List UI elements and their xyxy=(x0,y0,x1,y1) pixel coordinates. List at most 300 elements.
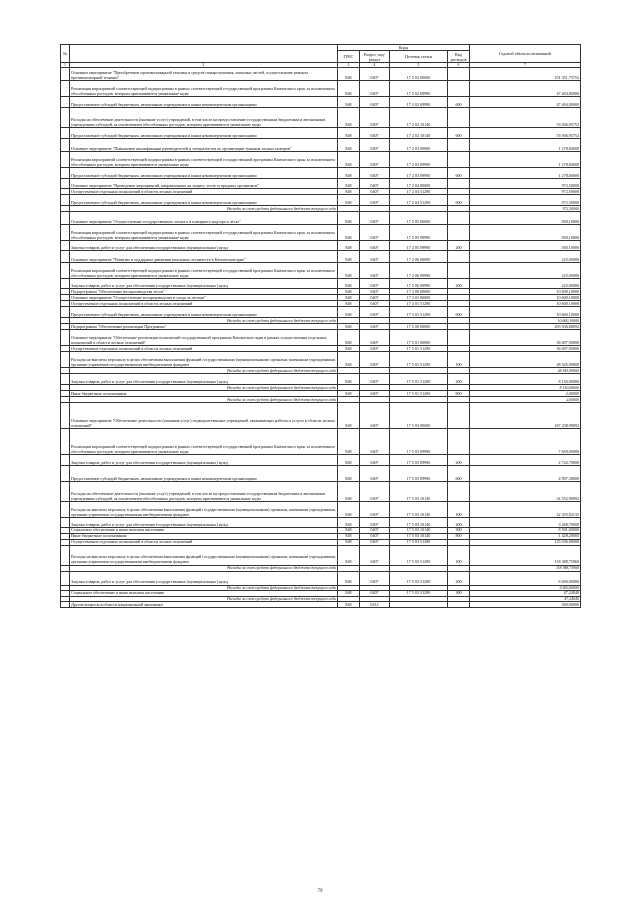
row-razdel: 0407 xyxy=(360,533,390,539)
row-statya: 17 5 01 51290 xyxy=(390,346,448,352)
row-amount: 53 946,95752 xyxy=(470,128,581,139)
row-number xyxy=(61,571,70,585)
row-amount: 118 388,75960 xyxy=(470,565,581,571)
row-statya: 17 5 03 09990 xyxy=(390,455,448,466)
row-name: Основное мероприятие "Развитие и поддержка движения школьных лесничеств в Камчатском крае" xyxy=(70,251,338,263)
col-index: 7 xyxy=(470,63,581,68)
row-vid xyxy=(448,251,470,263)
row-name: Осуществление отдельных полномочий в области лесных отношений xyxy=(70,346,338,352)
row-statya: 17 5 01 00000 xyxy=(390,330,448,346)
row-grbs: 848 xyxy=(338,403,360,429)
row-razdel: 0407 xyxy=(360,374,390,385)
col-index: 3 xyxy=(338,63,360,68)
row-statya: 17 5 03 00000 xyxy=(390,403,448,429)
row-amount: 8 501,00000 xyxy=(470,528,581,534)
row-amount: 36 697,90000 xyxy=(470,330,581,346)
row-razdel: 0407 xyxy=(360,263,390,279)
codes-group-header: Коды xyxy=(338,45,470,51)
row-grbs: 848 xyxy=(338,295,360,301)
row-number xyxy=(61,128,70,139)
row-number xyxy=(61,108,70,128)
row-vid: 300 xyxy=(448,591,470,597)
row-number xyxy=(61,455,70,466)
row-number xyxy=(61,168,70,179)
row-vid: 800 xyxy=(448,391,470,397)
row-razdel: 0407 xyxy=(360,466,390,482)
row-amount: 972,50000 xyxy=(470,179,581,189)
row-number xyxy=(61,139,70,152)
row-grbs: 848 xyxy=(338,97,360,108)
table-row xyxy=(61,502,581,518)
row-name: Расходы на выплаты персоналу в целях обеспечения выполнения функций государственными (муниципальными) органами, казенными учреждениями, органами управления государственными внебюджетными фондами xyxy=(70,352,338,368)
row-statya: 17 5 03 09990 xyxy=(390,466,448,482)
row-vid xyxy=(448,108,470,128)
row-number xyxy=(61,352,70,368)
table-header xyxy=(61,45,581,68)
row-vid: 200 xyxy=(448,518,470,528)
row-vid xyxy=(448,68,470,81)
row-statya: 17 3 00 00000 xyxy=(390,289,448,295)
row-grbs: 848 xyxy=(338,81,360,97)
row-name: Реализация мероприятий соответствующей подпрограммы в рамках соответствующей государственной программы Камчатского края, за исключением обособленных расходов, которым присваиваются уникальные коды xyxy=(70,152,338,168)
table-row xyxy=(61,455,581,466)
row-razdel: 0407 xyxy=(360,241,390,251)
row-amount: 1 278,60000 xyxy=(470,152,581,168)
row-name: Закупка товаров, работ и услуг для обеспечения государственных (муниципальных) нужд xyxy=(70,518,338,528)
row-razdel: 0407 xyxy=(360,403,390,429)
row-grbs: 848 xyxy=(338,346,360,352)
row-statya: 17 5 03 51290 xyxy=(390,545,448,565)
row-number xyxy=(61,545,70,565)
row-vid xyxy=(448,330,470,346)
row-vid: 100 xyxy=(448,502,470,518)
row-grbs: 848 xyxy=(338,591,360,597)
row-statya: 17 2 02 09990 xyxy=(390,97,448,108)
row-amount: 28 545,90000 xyxy=(470,352,581,368)
table-row xyxy=(61,307,581,318)
row-grbs: 848 xyxy=(338,482,360,502)
row-amount: 1 278,60000 xyxy=(470,168,581,179)
row-name: Предоставление субсидий бюджетным, автономным учреждениям и иным некоммерческим организациям xyxy=(70,307,338,318)
row-grbs: 848 xyxy=(338,179,360,189)
col-number-header: № xyxy=(61,45,70,63)
row-vid xyxy=(448,263,470,279)
row-name: Осуществление отдельных полномочий в области лесных отношений xyxy=(70,539,338,545)
col-index: 1 xyxy=(61,63,70,68)
row-statya: 17 5 01 51290 xyxy=(390,391,448,397)
row-amount: 560,00000 xyxy=(470,602,581,608)
row-amount: 225,00000 xyxy=(470,263,581,279)
row-razdel: 0407 xyxy=(360,455,390,466)
row-razdel: 0407 xyxy=(360,545,390,565)
row-grbs: 848 xyxy=(338,545,360,565)
row-vid: 300 xyxy=(448,528,470,534)
row-statya: 17 5 00 00000 xyxy=(390,324,448,330)
row-amount: 10 600,10000 xyxy=(470,307,581,318)
row-statya: 17 5 03 10140 xyxy=(390,482,448,502)
row-grbs: 848 xyxy=(338,108,360,128)
row-number xyxy=(61,602,70,608)
row-grbs: 848 xyxy=(338,152,360,168)
table-row xyxy=(61,195,581,206)
row-amount: 8 150,00000 xyxy=(470,374,581,385)
row-vid: 600 xyxy=(448,128,470,139)
row-amount: 10 600,10000 xyxy=(470,318,581,324)
table-row xyxy=(61,429,581,455)
row-statya: 17 5 03 51290 xyxy=(390,571,448,585)
row-name: Реализация мероприятий соответствующей подпрограммы в рамках соответствующей государственной программы Камчатского края, за исключением обособленных расходов, которым присваиваются уникальные коды xyxy=(70,81,338,97)
row-name: Расходы на выплаты персоналу в целях обеспечения выполнения функций государственными (муниципальными) органами, казенными учреждениями, органами управления государственными внебюджетными фондами xyxy=(70,502,338,518)
row-amount: 47 404,80000 xyxy=(470,81,581,97)
row-vid: 600 xyxy=(448,195,470,206)
row-name: Реализация мероприятий соответствующей подпрограммы в рамках соответствующей государственной программы Камчатского края, за исключением обособленных расходов, которым присваиваются уникальные коды xyxy=(70,263,338,279)
table-row xyxy=(61,108,581,128)
row-statya: 17 2 03 00000 xyxy=(390,139,448,152)
row-statya: 17 5 03 10140 xyxy=(390,518,448,528)
row-name: Другие вопросы в области национальной экономики xyxy=(70,602,338,608)
row-name: Расходы за счет средств федерального бюджета текущего года xyxy=(70,397,338,403)
row-grbs: 848 xyxy=(338,455,360,466)
row-statya: 17 2 04 51290 xyxy=(390,189,448,195)
row-razdel: 0407 xyxy=(360,68,390,81)
row-name: Предоставление субсидий бюджетным, автономным учреждениям и иным некоммерческим организациям xyxy=(70,195,338,206)
row-vid xyxy=(448,81,470,97)
table-row xyxy=(61,403,581,429)
row-amount: 53 946,95752 xyxy=(470,108,581,128)
row-vid: 100 xyxy=(448,545,470,565)
row-grbs: 848 xyxy=(338,518,360,528)
row-statya: 17 3 01 51290 xyxy=(390,307,448,318)
row-amount: 118 388,75960 xyxy=(470,545,581,565)
row-amount: 47,24040 xyxy=(470,591,581,597)
row-statya: 17 5 01 51290 xyxy=(390,374,448,385)
row-grbs: 848 xyxy=(338,251,360,263)
row-statya: 17 3 01 51290 xyxy=(390,301,448,307)
row-vid: 200 xyxy=(448,455,470,466)
row-grbs: 848 xyxy=(338,602,360,608)
row-grbs: 848 xyxy=(338,301,360,307)
row-amount: 2,00000 xyxy=(470,397,581,403)
row-name: Основное мероприятие "Осуществление государственного лесного и пожарного надзора в лесах" xyxy=(70,212,338,225)
row-grbs: 848 xyxy=(338,289,360,295)
row-razdel: 0407 xyxy=(360,571,390,585)
row-name: Основное мероприятие "Проведение мероприятий, направленных на защиту лесов от вредных организмов" xyxy=(70,179,338,189)
table-row xyxy=(61,81,581,97)
row-vid xyxy=(448,152,470,168)
row-razdel: 0407 xyxy=(360,591,390,597)
row-razdel: 0407 xyxy=(360,225,390,241)
row-number xyxy=(61,251,70,263)
row-name: Расходы за счет средств федерального бюджета текущего года xyxy=(70,385,338,391)
row-amount: 972,50000 xyxy=(470,189,581,195)
row-grbs: 848 xyxy=(338,128,360,139)
row-grbs: 848 xyxy=(338,539,360,545)
row-vid xyxy=(448,429,470,455)
col-annual-header: Годовой объем ассигнований xyxy=(470,45,581,63)
table-row xyxy=(61,97,581,108)
row-vid: 600 xyxy=(448,97,470,108)
row-statya: 17 2 02 10140 xyxy=(390,128,448,139)
row-statya: 17 5 03 10140 xyxy=(390,502,448,518)
row-razdel: 0407 xyxy=(360,195,390,206)
row-razdel: 0407 xyxy=(360,128,390,139)
table-row xyxy=(61,152,581,168)
row-name: Расходы за счет средств федерального бюджета текущего года xyxy=(70,597,338,602)
row-amount: 8 150,00000 xyxy=(470,385,581,391)
row-name: Закупка товаров, работ и услуг для обеспечения государственных (муниципальных) нужд xyxy=(70,455,338,466)
row-name: Основное мероприятие "Приобретение противопожарной техники и средств пожаротушения, запасных частей, осуществление ремонта противопожарной техники" xyxy=(70,68,338,81)
row-razdel: 0407 xyxy=(360,391,390,397)
row-name: Закупка товаров, работ и услуг для обеспечения государственных (муниципальных) нужд xyxy=(70,279,338,289)
row-amount: 22 355,02135 xyxy=(470,502,581,518)
row-name: Предоставление субсидий бюджетным, автономным учреждениям и иным некоммерческим организациям xyxy=(70,466,338,482)
row-vid: 600 xyxy=(448,466,470,482)
col-index: 5 xyxy=(390,63,448,68)
row-vid xyxy=(448,212,470,225)
row-grbs: 848 xyxy=(338,225,360,241)
row-amount: 225,00000 xyxy=(470,251,581,263)
row-statya: 17 5 03 10140 xyxy=(390,528,448,534)
row-statya: 17 5 03 51290 xyxy=(390,591,448,597)
row-name: Основное мероприятие "Обеспечение реализации полномочий государственной программы Камчатского края в рамках осуществления отдельных полномочий в области лесных отношений" xyxy=(70,330,338,346)
row-number xyxy=(61,330,70,346)
row-number xyxy=(61,279,70,289)
row-name: Подпрограмма "Обеспечение воспроизводства лесов" xyxy=(70,289,338,295)
row-amount: 6 600,00000 xyxy=(470,571,581,585)
row-grbs: 848 xyxy=(338,533,360,539)
row-statya: 17 2 02 09990 xyxy=(390,81,448,97)
row-amount: 4 907,30000 xyxy=(470,466,581,482)
row-name: Расходы за счет средств федерального бюджета текущего года xyxy=(70,206,338,212)
row-razdel: 0407 xyxy=(360,212,390,225)
row-razdel: 0407 xyxy=(360,179,390,189)
row-amount: 34 552,90092 xyxy=(470,482,581,502)
row-grbs: 848 xyxy=(338,307,360,318)
row-statya: 17 2 02 10140 xyxy=(390,108,448,128)
row-number xyxy=(61,482,70,502)
row-grbs: 848 xyxy=(338,391,360,397)
row-statya: 17 2 03 09990 xyxy=(390,168,448,179)
row-razdel: 0407 xyxy=(360,539,390,545)
table-row xyxy=(61,241,581,251)
row-number xyxy=(61,97,70,108)
row-statya: 17 5 03 09990 xyxy=(390,429,448,455)
col-vid-header: Вид расходов xyxy=(448,51,470,63)
row-name: Закупка товаров, работ и услуг для обеспечения государственных (муниципальных) нужд xyxy=(70,241,338,251)
row-number xyxy=(61,179,70,189)
row-razdel: 0407 xyxy=(360,330,390,346)
row-name: Реализация мероприятий соответствующей подпрограммы в рамках соответствующей государственной программы Камчатского края, за исключением обособленных расходов, которым присваиваются уникальные коды xyxy=(70,429,338,455)
row-name: Основное мероприятие "Обеспечение деятельности (оказания услуг) подведомственных учреждений, оказывающих работы и услуги в области лесных отношений" xyxy=(70,403,338,429)
row-razdel: 0407 xyxy=(360,346,390,352)
table-body xyxy=(61,68,581,608)
row-razdel: 0407 xyxy=(360,139,390,152)
row-vid: 200 xyxy=(448,279,470,289)
row-name: Предоставление субсидий бюджетным, автономным учреждениям и иным некоммерческим организациям xyxy=(70,168,338,179)
row-razdel: 0407 xyxy=(360,429,390,455)
table-row xyxy=(61,352,581,368)
row-amount: 47 404,80000 xyxy=(470,97,581,108)
row-amount: 500,10000 xyxy=(470,212,581,225)
table-row xyxy=(61,263,581,279)
col-grbs-header: ГРБС xyxy=(338,51,360,63)
budget-table-container xyxy=(60,44,580,608)
row-name: Расходы на обеспечение деятельности (оказание услуг) учреждений, в том числе на предоставление государственным бюджетным и автономным учреждениям субсидий, за исключением обособленных расходов, которым присваиваются уникальные коды xyxy=(70,482,338,502)
table-row xyxy=(61,482,581,502)
col-razdel-header: Раздел, под-раздел xyxy=(360,51,390,63)
row-name: Осуществление отдельных полномочий в области лесных отношений xyxy=(70,189,338,195)
row-razdel: 0407 xyxy=(360,168,390,179)
row-name: Расходы за счет средств федерального бюджета текущего года xyxy=(70,585,338,590)
row-amount: 101 351,75752 xyxy=(470,68,581,81)
row-name: Основное мероприятие "Осуществление воспроизводства и ухода за лесами" xyxy=(70,295,338,301)
table-row xyxy=(61,168,581,179)
row-statya: 17 2 05 00000 xyxy=(390,212,448,225)
row-number xyxy=(61,502,70,518)
row-number xyxy=(61,429,70,455)
col-index: 6 xyxy=(448,63,470,68)
row-amount: 28 545,90000 xyxy=(470,368,581,374)
row-razdel: 0407 xyxy=(360,189,390,195)
row-name: Социальное обеспечение и иные выплаты населению xyxy=(70,528,338,534)
table-row xyxy=(61,518,581,528)
row-amount: 125 036,08000 xyxy=(470,539,581,545)
row-grbs: 848 xyxy=(338,195,360,206)
row-grbs: 848 xyxy=(338,374,360,385)
row-grbs: 848 xyxy=(338,528,360,534)
col-statya-header: Целевая статья xyxy=(390,51,448,63)
table-row xyxy=(61,68,581,81)
row-statya: 17 2 04 51290 xyxy=(390,195,448,206)
row-grbs: 848 xyxy=(338,352,360,368)
row-razdel: 0407 xyxy=(360,108,390,128)
row-razdel: 0407 xyxy=(360,301,390,307)
row-amount: 500,10000 xyxy=(470,225,581,241)
row-name: Основное мероприятие "Повышение квалификации руководителей и специалистов по организации тушения лесных пожаров" xyxy=(70,139,338,152)
row-grbs: 848 xyxy=(338,466,360,482)
row-name: Расходы на выплаты персоналу в целях обеспечения выполнения функций государственными (муниципальными) органами, казенными учреждениями, органами управления государственными внебюджетными фондами xyxy=(70,545,338,565)
row-amount: 2 742,70000 xyxy=(470,455,581,466)
row-number xyxy=(61,152,70,168)
row-statya: 17 5 03 10140 xyxy=(390,533,448,539)
row-statya: 17 2 05 09990 xyxy=(390,225,448,241)
row-razdel: 0407 xyxy=(360,324,390,330)
row-statya: 17 3 01 00000 xyxy=(390,295,448,301)
row-grbs: 848 xyxy=(338,330,360,346)
row-statya: 17 5 01 51290 xyxy=(390,352,448,368)
row-amount: 10 600,10000 xyxy=(470,289,581,295)
row-grbs: 848 xyxy=(338,263,360,279)
row-vid: 200 xyxy=(448,374,470,385)
row-number xyxy=(61,81,70,97)
row-razdel: 0412 xyxy=(360,602,390,608)
row-vid: 600 xyxy=(448,307,470,318)
col-name-header xyxy=(70,45,338,63)
row-amount: 7 650,00000 xyxy=(470,429,581,455)
row-amount: 167 238,98092 xyxy=(470,403,581,429)
table-row xyxy=(61,545,581,565)
table-row xyxy=(61,466,581,482)
row-amount: 47,24040 xyxy=(470,597,581,602)
row-statya: 17 2 05 09990 xyxy=(390,241,448,251)
row-number xyxy=(61,518,70,528)
row-number xyxy=(61,374,70,385)
row-grbs: 848 xyxy=(338,68,360,81)
row-razdel: 0407 xyxy=(360,152,390,168)
row-razdel: 0407 xyxy=(360,528,390,534)
row-name: Предоставление субсидий бюджетным, автономным учреждениям и иным некоммерческим организациям xyxy=(70,97,338,108)
row-razdel: 0407 xyxy=(360,307,390,318)
col-index: 4 xyxy=(360,63,390,68)
row-razdel: 0407 xyxy=(360,295,390,301)
row-number xyxy=(61,307,70,318)
row-amount: 972,50000 xyxy=(470,206,581,212)
row-name: Иные бюджетные ассигнования xyxy=(70,391,338,397)
row-vid xyxy=(448,139,470,152)
row-amount: 972,50000 xyxy=(470,195,581,206)
table-row xyxy=(61,251,581,263)
row-grbs: 848 xyxy=(338,571,360,585)
row-razdel: 0407 xyxy=(360,97,390,108)
row-vid: 800 xyxy=(448,533,470,539)
row-vid xyxy=(448,482,470,502)
row-number xyxy=(61,212,70,225)
row-name: Закупка товаров, работ и услуг для обеспечения государственных (муниципальных) нужд xyxy=(70,571,338,585)
col-index: 2 xyxy=(70,63,338,68)
row-vid: 600 xyxy=(448,168,470,179)
row-amount: 1 428,20685 xyxy=(470,533,581,539)
row-name: Расходы за счет средств федерального бюджета текущего года xyxy=(70,368,338,374)
row-amount: 3 268,70000 xyxy=(470,518,581,528)
row-number xyxy=(61,466,70,482)
row-name: Предоставление субсидий бюджетным, автономным учреждениям и иным некоммерческим организациям xyxy=(70,128,338,139)
row-razdel: 0407 xyxy=(360,81,390,97)
row-statya xyxy=(390,602,448,608)
table-row xyxy=(61,179,581,189)
budget-table xyxy=(60,44,581,608)
row-name: Осуществление отдельных полномочий в области лесных отношений xyxy=(70,301,338,307)
row-razdel: 0407 xyxy=(360,518,390,528)
row-grbs: 848 xyxy=(338,324,360,330)
row-vid xyxy=(448,225,470,241)
row-razdel: 0407 xyxy=(360,352,390,368)
row-amount: 36 697,90000 xyxy=(470,346,581,352)
row-amount: 6 600,00000 xyxy=(470,585,581,590)
row-statya: 17 2 06 09990 xyxy=(390,263,448,279)
table-row xyxy=(61,571,581,585)
row-amount: 225,00000 xyxy=(470,279,581,289)
row-number xyxy=(61,241,70,251)
table-row xyxy=(61,128,581,139)
row-razdel: 0407 xyxy=(360,251,390,263)
row-name: Расходы за счет средств федерального бюджета текущего года xyxy=(70,565,338,571)
row-name: Иные бюджетные ассигнования xyxy=(70,533,338,539)
row-number xyxy=(61,403,70,429)
row-number xyxy=(61,263,70,279)
row-grbs: 848 xyxy=(338,189,360,195)
row-razdel: 0407 xyxy=(360,482,390,502)
row-name: Реализация мероприятий соответствующей подпрограммы в рамках соответствующей государственной программы Камчатского края, за исключением обособленных расходов, которым присваиваются уникальные коды xyxy=(70,225,338,241)
row-vid: 200 xyxy=(448,241,470,251)
row-razdel: 0407 xyxy=(360,502,390,518)
table-row xyxy=(61,279,581,289)
row-razdel: 0407 xyxy=(360,289,390,295)
row-grbs: 848 xyxy=(338,241,360,251)
row-amount: 2,00000 xyxy=(470,391,581,397)
table-row xyxy=(61,330,581,346)
row-grbs: 848 xyxy=(338,279,360,289)
row-grbs: 848 xyxy=(338,139,360,152)
